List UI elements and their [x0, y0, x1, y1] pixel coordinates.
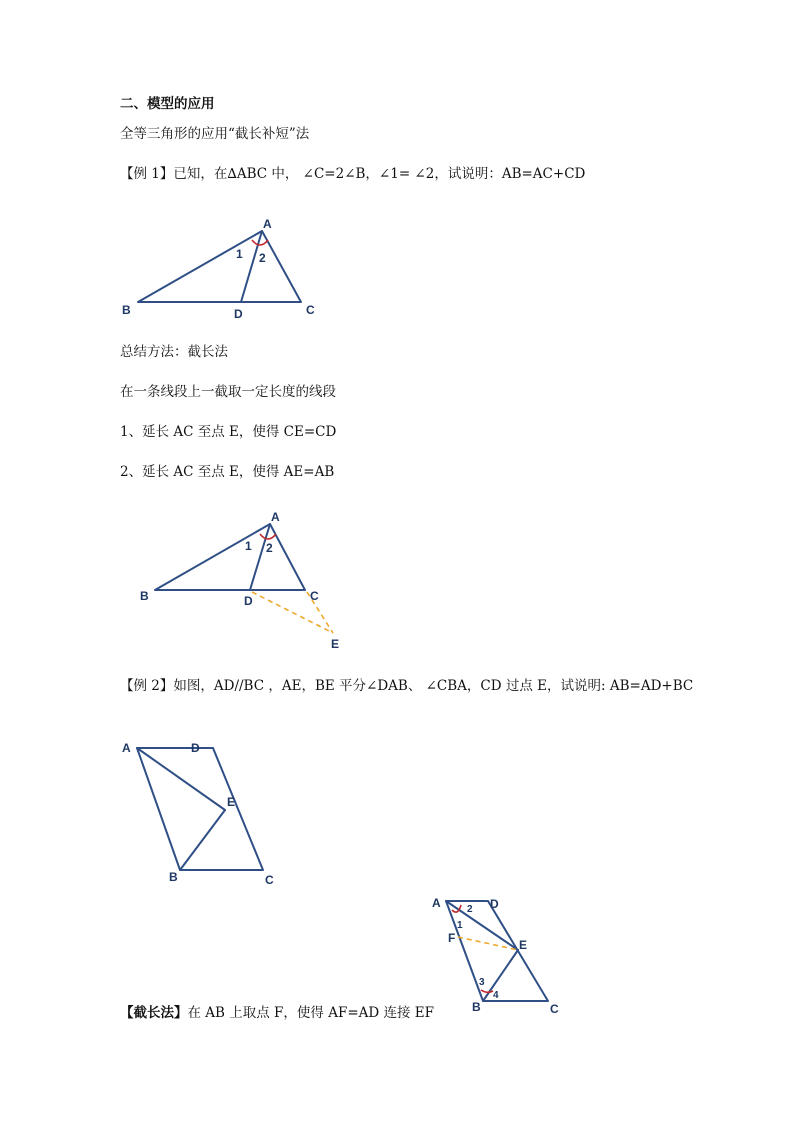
summary-desc: 在一条线段上一截取一定长度的线段 — [120, 384, 336, 400]
fig1-label-B: B — [122, 303, 131, 317]
fig3-label-D: D — [191, 741, 200, 755]
method-line — [120, 1007, 434, 1021]
fig1-angle-2: 2 — [259, 251, 266, 265]
fig1-label-A: A — [263, 217, 272, 231]
example2-text: 如图，AD//BC ，AE，BE 平分∠DAB、 ∠CBA，CD 过点 E，试说明: AB=AD+BC — [173, 678, 694, 694]
fig3-label-B: B — [169, 870, 178, 884]
method-text: 在 AB 上取点 F，使得 AF=AD 连接 EF — [187, 1005, 435, 1021]
fig4-label-F: F — [448, 931, 456, 945]
summary-method: 总结方法：截长法 — [120, 344, 228, 360]
fig4-label-D: D — [490, 897, 499, 911]
fig1-angle-1: 1 — [236, 247, 243, 261]
method-label: 【截长法】 — [120, 1005, 188, 1021]
fig2-label-C: C — [310, 589, 319, 603]
fig1-label-C: C — [306, 303, 315, 317]
section-title: 二、模型的应用 — [120, 96, 215, 112]
fig3-label-A: A — [122, 741, 131, 755]
fig4-label-A: A — [432, 896, 441, 910]
fig2-angle-1: 1 — [245, 539, 252, 553]
fig2-label-D: D — [244, 594, 253, 608]
fig2-label-E: E — [331, 637, 340, 651]
fig2-label-A: A — [271, 510, 280, 524]
step-2: 2、延长 AC 至点 E，使得 AE=AB — [120, 464, 335, 480]
fig2-angle-2: 2 — [266, 541, 273, 555]
fig4-angle-2: 2 — [467, 904, 473, 915]
fig4-label-C: C — [550, 1002, 559, 1016]
fig4-label-B: B — [472, 1000, 481, 1014]
step-1: 1、延长 AC 至点 E，使得 CE=CD — [120, 424, 337, 440]
fig4-angle-3: 3 — [479, 977, 485, 988]
fig1-label-D: D — [234, 307, 243, 321]
fig4-label-E: E — [519, 938, 528, 952]
example1-text: 已知，在∆ABC 中， ∠C=2∠B，∠1= ∠2，试说明：AB=AC+CD — [173, 166, 586, 182]
subtitle: 全等三角形的应用“截长补短”法 — [120, 126, 310, 142]
fig3-label-E: E — [227, 795, 236, 809]
fig4-angle-4: 4 — [493, 990, 499, 1001]
example1-label: 【例 1】 — [120, 166, 174, 182]
example2-label: 【例 2】 — [120, 678, 174, 694]
fig3-label-C: C — [265, 873, 274, 887]
fig4-angle-1: 1 — [457, 920, 463, 931]
fig2-label-B: B — [140, 589, 149, 603]
